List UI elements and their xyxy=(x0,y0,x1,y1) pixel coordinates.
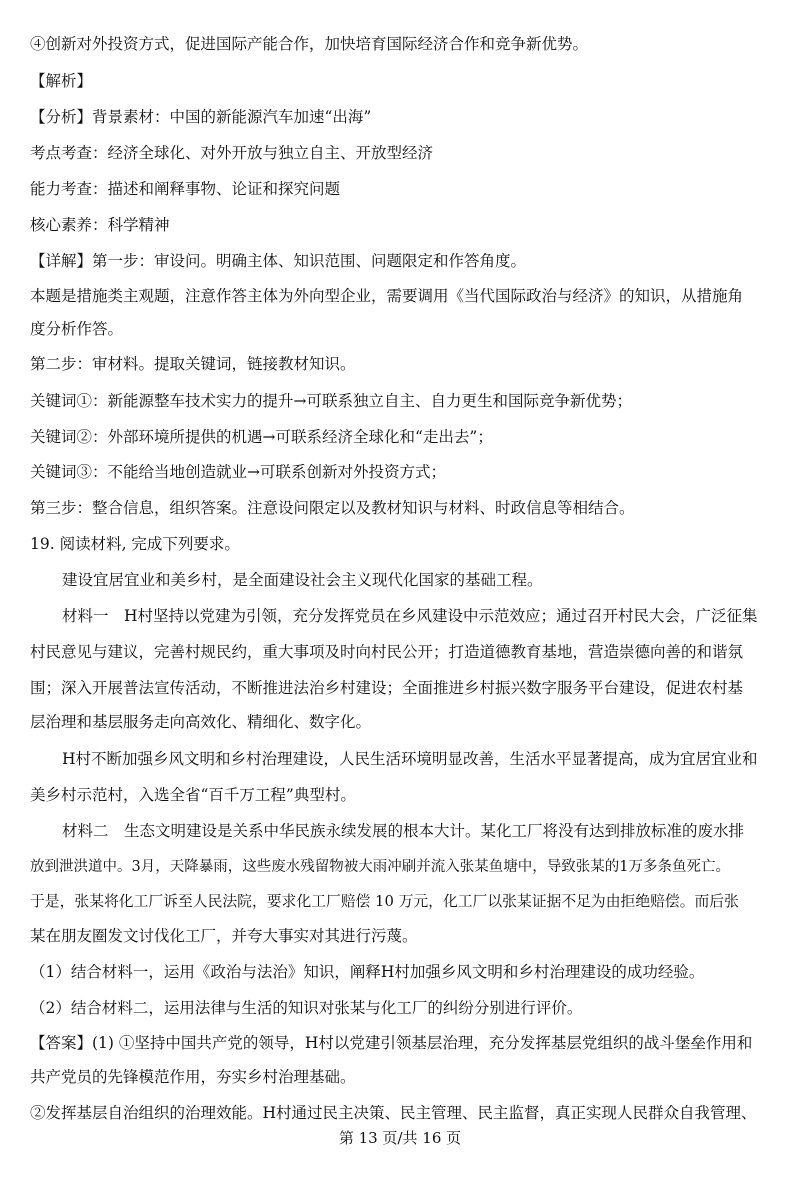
text-line: 放到泄洪道中。3月，天降暴雨，这些废水残留物被大雨冲刷并流入张某鱼塘中，导致张某的1万多条鱼死亡。 xyxy=(30,859,730,875)
question-number: 19. 阅读材料, 完成下列要求。 xyxy=(30,535,240,553)
text-line: 关键词①：新能源整车技术实力的提升→可联系独立自主、自力更生和国际竞争新优势； xyxy=(30,392,632,410)
page-number: 第 13 页/共 16 页 xyxy=(338,1129,462,1147)
text-line: 于是，张某将化工厂诉至人民法院，要求化工厂赔偿 10 万元，化工厂以张某证据不足为由拒绝赔偿。而后张 xyxy=(30,893,739,910)
text-line: 第三步：整合信息，组织答案。注意设问限定以及教材知识与材料、时政信息等相结合。 xyxy=(30,499,635,517)
text-line: 建设宜居宜业和美乡村，是全面建设社会主义现代化国家的基础工程。 xyxy=(62,571,543,589)
text-line: （2）结合材料二，运用法律与生活的知识对张某与化工厂的纠纷分别进行评价。 xyxy=(30,999,583,1017)
text-line: 层治理和基层服务走向高效化、精细化、数字化。 xyxy=(30,713,372,731)
text-line: （1）结合材料一，运用《政治与法治》知识，阐释H村加强乡风文明和乡村治理建设的成功经验。 xyxy=(30,963,705,981)
text-line: 共产党员的先锋模范作用，夯实乡村治理基础。 xyxy=(30,1068,356,1086)
answer-line: 【答案】(1) ①坚持中国共产党的领导，H村以党建引领基层治理，充分发挥基层党组织的战斗堡垒作用和 xyxy=(30,1034,753,1052)
text-line: 某在朋友圈发文讨伐化工厂，并夸大事实对其进行污蔑。 xyxy=(30,927,418,945)
text-line: 第二步：审材料。提取关键词，链接教材知识。 xyxy=(30,355,356,373)
text-line: 【分析】背景素材：中国的新能源汽车加速“出海” xyxy=(30,108,372,126)
text-line: 能力考查：描述和阐释事物、论证和探究问题 xyxy=(30,180,341,198)
text-line: H村不断加强乡风文明和乡村治理建设，人民生活环境明显改善，生活水平显著提高，成为宜居宜业和 xyxy=(62,750,758,768)
text-line: 考点考查：经济全球化、对外开放与独立自主、开放型经济 xyxy=(30,144,434,162)
text-line: 关键词③：不能给当地创造就业→可联系创新对外投资方式； xyxy=(30,463,446,481)
text-line: 关键词②：外部环境所提供的机遇→可联系经济全球化和“走出去”； xyxy=(30,428,493,446)
text-line: 围；深入开展普法宣传活动，不断推进法治乡村建设；全面推进乡村振兴数字服务平台建设，促进农村基 xyxy=(30,679,744,697)
text-line: 材料二 生态文明建设是关系中华民族永续发展的根本大计。某化工厂将没有达到排放标准的废水排 xyxy=(62,822,745,840)
text-line: 村民意见与建议，完善村规民约，重大事项及时向村民公开；打造道德教育基地，营造崇德向善的和谐氛 xyxy=(30,643,744,661)
text-line: 【解析】 xyxy=(30,72,93,90)
text-line: 材料一 H村坚持以党建为引领，充分发挥党员在乡风建设中示范效应；通过召开村民大会，广泛征集 xyxy=(62,607,758,625)
text-line: ②发挥基层自治组织的治理效能。H村通过民主决策、民主管理、民主监督，真正实现人民群众自我管理、 xyxy=(30,1104,757,1122)
text-line: 核心素养：科学精神 xyxy=(30,216,170,234)
text-line: ④创新对外投资方式，促进国际产能合作，加快培育国际经济合作和竞争新优势。 xyxy=(30,35,589,53)
text-line: 本题是措施类主观题，注意作答主体为外向型企业，需要调用《当代国际政治与经济》的知识，从措施角 xyxy=(30,287,744,305)
text-line: 【详解】第一步：审设问。明确主体、知识范围、问题限定和作答角度。 xyxy=(30,252,527,270)
text-line: 度分析作答。 xyxy=(30,320,124,338)
text-line: 美乡村示范村，入选全省“百千万工程”典型村。 xyxy=(30,786,356,804)
